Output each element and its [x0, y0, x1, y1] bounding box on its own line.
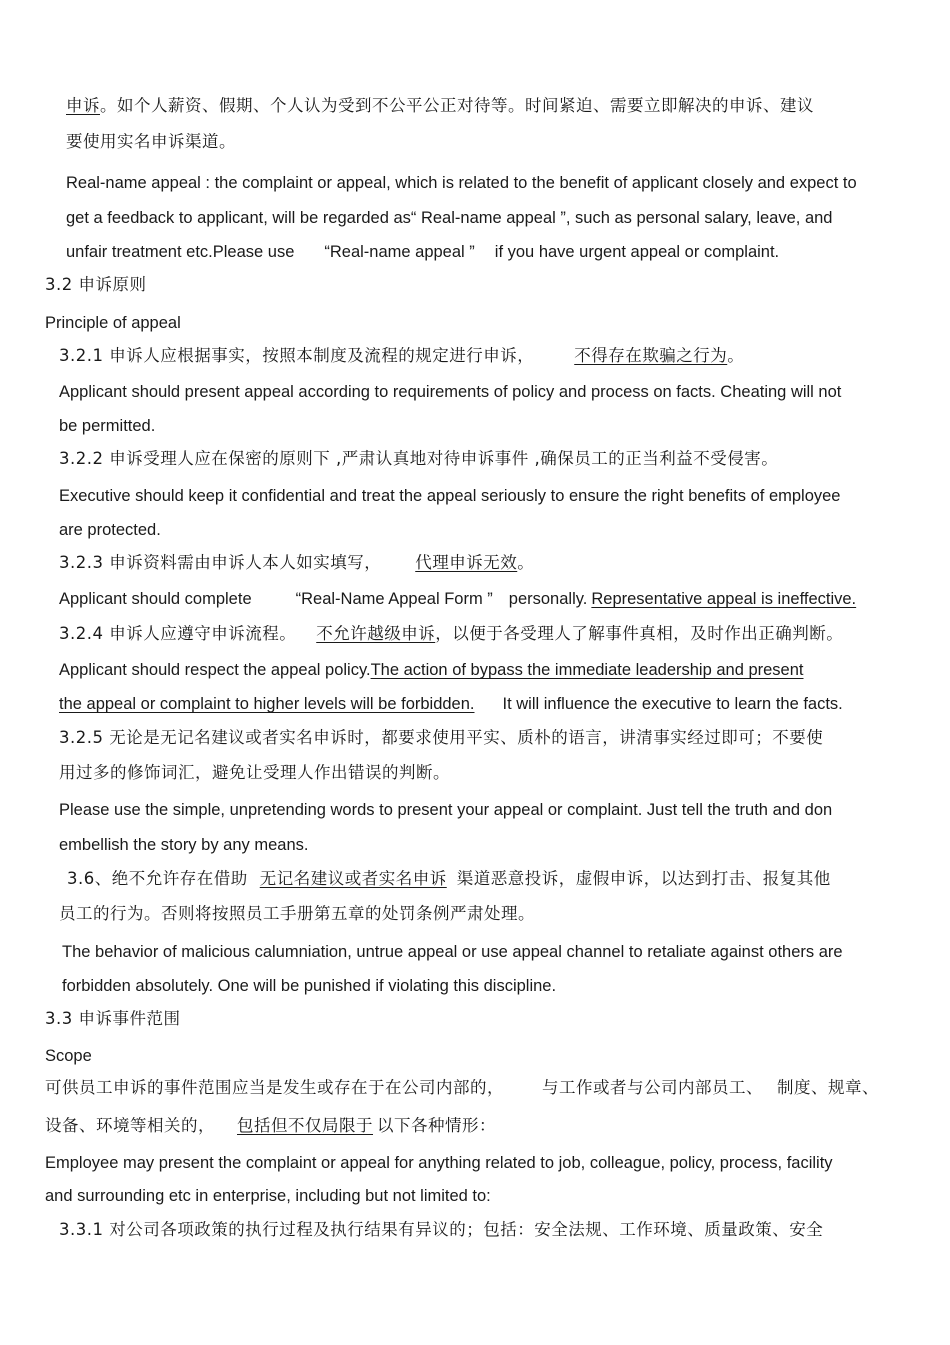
paragraph-line: and surrounding etc in enterprise, including but not limited to: [45, 1187, 491, 1205]
paragraph-line: 3.2.5 无论是无记名建议或者实名申诉时，都要求使用平实、质朴的语言，讲清事实经过即可；不要使 [59, 728, 824, 747]
paragraph-line: 用过多的修饰词汇，避免让受理人作出错误的判断。 [59, 763, 450, 782]
text-span: 设备、环境等相关的， [45, 1116, 215, 1135]
paragraph-line: Applicant should present appeal according to requirements of policy and process on facts. Cheating will not [59, 383, 842, 401]
text-span: 可供员工申诉的事件范围应当是发生或存在于在公司内部的， [45, 1078, 504, 1097]
text-span: 以下各种情形： [377, 1116, 496, 1135]
paragraph-line: 员工的行为。否则将按照员工手册第五章的处罚条例严肃处理。 [59, 904, 535, 923]
text-span: ，以便于各受理人了解事件真相，及时作出正确判断。 [435, 624, 844, 643]
section-heading: 3.3 申诉事件范围 [45, 1009, 181, 1028]
underlined-term: 不允许越级申诉 [316, 624, 436, 643]
text-span: 制度、规章、 [777, 1078, 879, 1097]
paragraph-line: Executive should keep it confidential and treat the appeal seriously to ensure the right benefits of employee [59, 487, 841, 505]
text-span: 。 [517, 553, 535, 572]
paragraph-line [59, 552, 534, 574]
text-span: 。如个人薪资、假期、个人认为受到不公平公正对待等。时间紧迫、需要立即解决的申诉、建议 [100, 96, 814, 115]
paragraph-line: get a feedback to applicant, will be regarded as“ Real-name appeal ”, such as personal salary, leave, and [66, 209, 833, 227]
paragraph-line: Employee may present the complaint or appeal for anything related to job, colleague, policy, process, facility [45, 1154, 833, 1172]
paragraph-line [59, 659, 804, 681]
paragraph-line [45, 1115, 496, 1137]
text-span: 与工作或者与公司内部员工、 [542, 1078, 763, 1097]
text-span: Applicant should complete [59, 590, 252, 608]
paragraph-line [59, 693, 843, 715]
text-span: 3.2.1 申诉人应根据事实，按照本制度及流程的规定进行申诉， [59, 346, 535, 365]
paragraph-line: 3.3.1 对公司各项政策的执行过程及执行结果有异议的；包括：安全法规、工作环境、质量政策、安全 [59, 1220, 824, 1239]
text-span: 3.6、绝不允许存在借助 [67, 869, 248, 888]
paragraph-line: be permitted. [59, 417, 156, 435]
text-span: personally. [508, 590, 588, 608]
text-span: 3.2.4 申诉人应遵守申诉流程。 [59, 624, 297, 643]
text-span: if you have urgent appeal or complaint. [494, 243, 780, 261]
paragraph-line: 3.2.2 申诉受理人应在保密的原则下 ,严肃认真地对待申诉事件 ,确保员工的正当利益不受侵害。 [59, 449, 779, 468]
section-heading-en: Principle of appeal [45, 314, 181, 332]
section-heading: 3.2 申诉原则 [45, 275, 147, 294]
underlined-term: 无记名建议或者实名申诉 [259, 869, 447, 888]
paragraph-line: are protected. [59, 521, 161, 539]
paragraph-line: Real-name appeal : the complaint or appeal, which is related to the benefit of applicant closely and expect to [66, 174, 857, 192]
text-span: Applicant should respect the appeal policy. [59, 661, 371, 679]
paragraph-line [59, 588, 856, 610]
paragraph-line: forbidden absolutely. One will be punished if violating this discipline. [62, 977, 557, 995]
paragraph-line: The behavior of malicious calumniation, untrue appeal or use appeal channel to retaliate against others are [62, 943, 843, 961]
paragraph-line: embellish the story by any means. [59, 836, 309, 854]
underlined-term: 代理申诉无效 [415, 553, 518, 572]
paragraph-line [45, 1077, 879, 1099]
text-span: 渠道恶意投诉，虚假申诉，以达到打击、报复其他 [456, 869, 831, 888]
text-span: “Real-Name Appeal Form ” [295, 590, 493, 608]
paragraph-line: 要使用实名申诉渠道。 [66, 132, 236, 151]
underlined-term: The action of bypass the immediate leadership and present [370, 661, 804, 679]
text-span: 3.2.3 申诉资料需由申诉人本人如实填写， [59, 553, 382, 572]
section-heading-en: Scope [45, 1047, 92, 1065]
text-span: 。 [727, 346, 745, 365]
underlined-term: Representative appeal is ineffective. [591, 590, 857, 608]
underlined-term: 不得存在欺骗之行为 [574, 346, 728, 365]
text-span: It will influence the executive to learn the facts. [502, 695, 843, 713]
text-span: unfair treatment etc.Please use [66, 243, 295, 261]
underlined-term: the appeal or complaint to higher levels will be forbidden. [59, 695, 475, 713]
paragraph-line [67, 868, 831, 890]
paragraph-line [59, 345, 744, 367]
underlined-term: 申诉 [66, 96, 100, 115]
paragraph-line [59, 623, 843, 645]
paragraph-line [66, 241, 779, 263]
text-span: “Real-name appeal ” [324, 243, 475, 261]
paragraph-line: Please use the simple, unpretending words to present your appeal or complaint. Just tell the truth and don [59, 801, 833, 819]
paragraph-line [66, 95, 814, 117]
underlined-term: 包括但不仅局限于 [237, 1116, 373, 1135]
